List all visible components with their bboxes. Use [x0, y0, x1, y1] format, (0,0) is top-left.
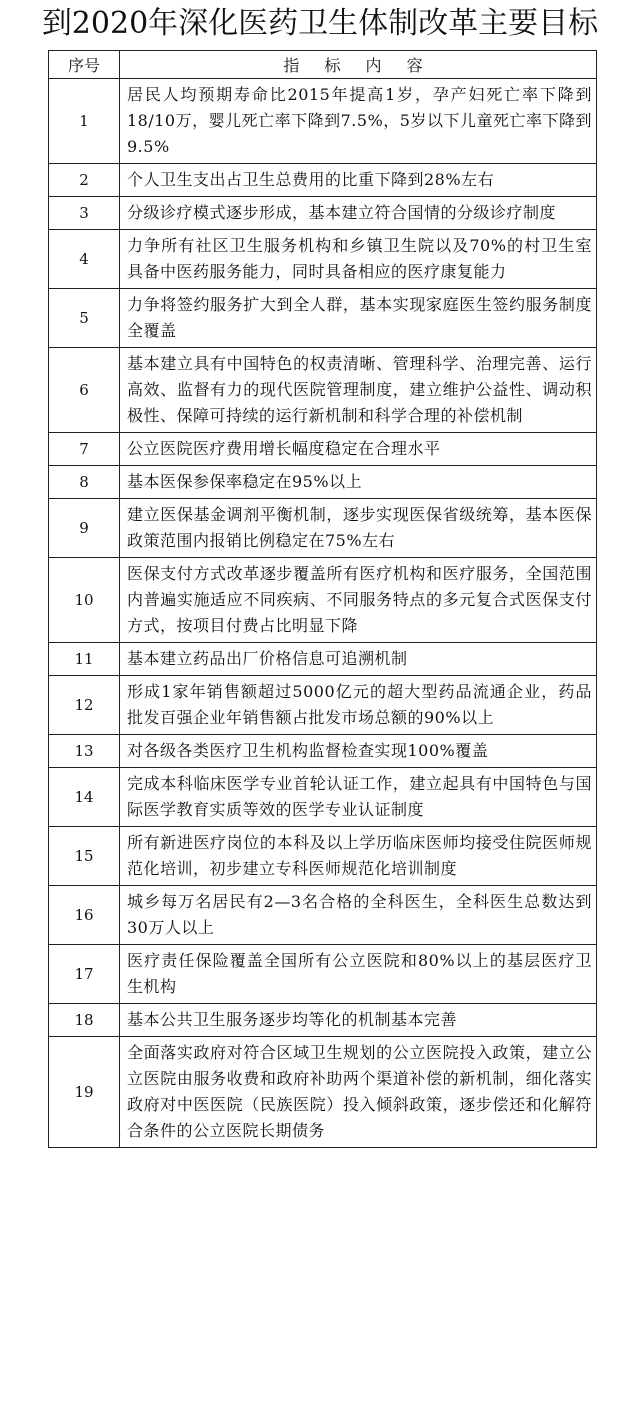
row-number: 11 — [49, 643, 120, 676]
row-number: 15 — [49, 827, 120, 886]
row-number: 13 — [49, 735, 120, 768]
table-row — [49, 289, 597, 348]
table-row — [49, 466, 597, 499]
table-row — [49, 676, 597, 735]
table-row — [49, 643, 597, 676]
row-content: 基本建立药品出厂价格信息可追溯机制 — [120, 643, 597, 676]
row-number: 6 — [49, 348, 120, 433]
table-row — [49, 558, 597, 643]
row-number: 7 — [49, 433, 120, 466]
header-content: 指 标 内 容 — [120, 51, 597, 79]
row-number: 16 — [49, 886, 120, 945]
row-content: 医保支付方式改革逐步覆盖所有医疗机构和医疗服务，全国范围内普遍实施适应不同疾病、不同服务特点的多元复合式医保支付方式，按项目付费占比明显下降 — [120, 558, 597, 643]
row-content: 力争将签约服务扩大到全人群，基本实现家庭医生签约服务制度全覆盖 — [120, 289, 597, 348]
page-title: 到2020年深化医药卫生体制改革主要目标 — [41, 6, 599, 41]
row-content: 医疗责任保险覆盖全国所有公立医院和80%以上的基层医疗卫生机构 — [120, 945, 597, 1004]
table-header-row — [49, 51, 597, 79]
table-row — [49, 886, 597, 945]
table-row — [49, 945, 597, 1004]
row-number: 3 — [49, 197, 120, 230]
goals-table — [48, 50, 597, 1148]
row-content: 基本公共卫生服务逐步均等化的机制基本完善 — [120, 1004, 597, 1037]
row-number: 19 — [49, 1037, 120, 1148]
row-content: 个人卫生支出占卫生总费用的比重下降到28%左右 — [120, 164, 597, 197]
table-row — [49, 1004, 597, 1037]
row-number: 17 — [49, 945, 120, 1004]
row-content: 分级诊疗模式逐步形成，基本建立符合国情的分级诊疗制度 — [120, 197, 597, 230]
table-row — [49, 79, 597, 164]
table-row — [49, 230, 597, 289]
row-content: 城乡每万名居民有2—3名合格的全科医生，全科医生总数达到30万人以上 — [120, 886, 597, 945]
row-number: 8 — [49, 466, 120, 499]
row-number: 18 — [49, 1004, 120, 1037]
row-number: 10 — [49, 558, 120, 643]
row-content: 对各级各类医疗卫生机构监督检查实现100%覆盖 — [120, 735, 597, 768]
row-content: 基本医保参保率稳定在95%以上 — [120, 466, 597, 499]
row-number: 4 — [49, 230, 120, 289]
row-number: 12 — [49, 676, 120, 735]
row-content: 形成1家年销售额超过5000亿元的超大型药品流通企业，药品批发百强企业年销售额占批发市场总额的90%以上 — [120, 676, 597, 735]
table-row — [49, 735, 597, 768]
header-number: 序号 — [49, 51, 120, 79]
row-content: 基本建立具有中国特色的权责清晰、管理科学、治理完善、运行高效、监督有力的现代医院管理制度，建立维护公益性、调动积极性、保障可持续的运行新机制和科学合理的补偿机制 — [120, 348, 597, 433]
row-number: 14 — [49, 768, 120, 827]
table-row — [49, 827, 597, 886]
row-content: 全面落实政府对符合区域卫生规划的公立医院投入政策，建立公立医院由服务收费和政府补助两个渠道补偿的新机制，细化落实政府对中医医院（民族医院）投入倾斜政策，逐步偿还和化解符合条件的公立医院长期债务 — [120, 1037, 597, 1148]
table-row — [49, 197, 597, 230]
row-content: 公立医院医疗费用增长幅度稳定在合理水平 — [120, 433, 597, 466]
table-row — [49, 433, 597, 466]
table-row — [49, 1037, 597, 1148]
table-row — [49, 499, 597, 558]
row-content: 力争所有社区卫生服务机构和乡镇卫生院以及70%的村卫生室具备中医药服务能力，同时具备相应的医疗康复能力 — [120, 230, 597, 289]
table-row — [49, 164, 597, 197]
table-row — [49, 768, 597, 827]
row-content: 居民人均预期寿命比2015年提高1岁，孕产妇死亡率下降到18/10万，婴儿死亡率下降到7.5%，5岁以下儿童死亡率下降到9.5% — [120, 79, 597, 164]
row-content: 所有新进医疗岗位的本科及以上学历临床医师均接受住院医师规范化培训，初步建立专科医师规范化培训制度 — [120, 827, 597, 886]
row-number: 9 — [49, 499, 120, 558]
row-number: 1 — [49, 79, 120, 164]
table-row — [49, 348, 597, 433]
row-content: 建立医保基金调剂平衡机制，逐步实现医保省级统筹，基本医保政策范围内报销比例稳定在75%左右 — [120, 499, 597, 558]
table-body — [49, 79, 597, 1148]
row-number: 2 — [49, 164, 120, 197]
row-content: 完成本科临床医学专业首轮认证工作，建立起具有中国特色与国际医学教育实质等效的医学专业认证制度 — [120, 768, 597, 827]
row-number: 5 — [49, 289, 120, 348]
